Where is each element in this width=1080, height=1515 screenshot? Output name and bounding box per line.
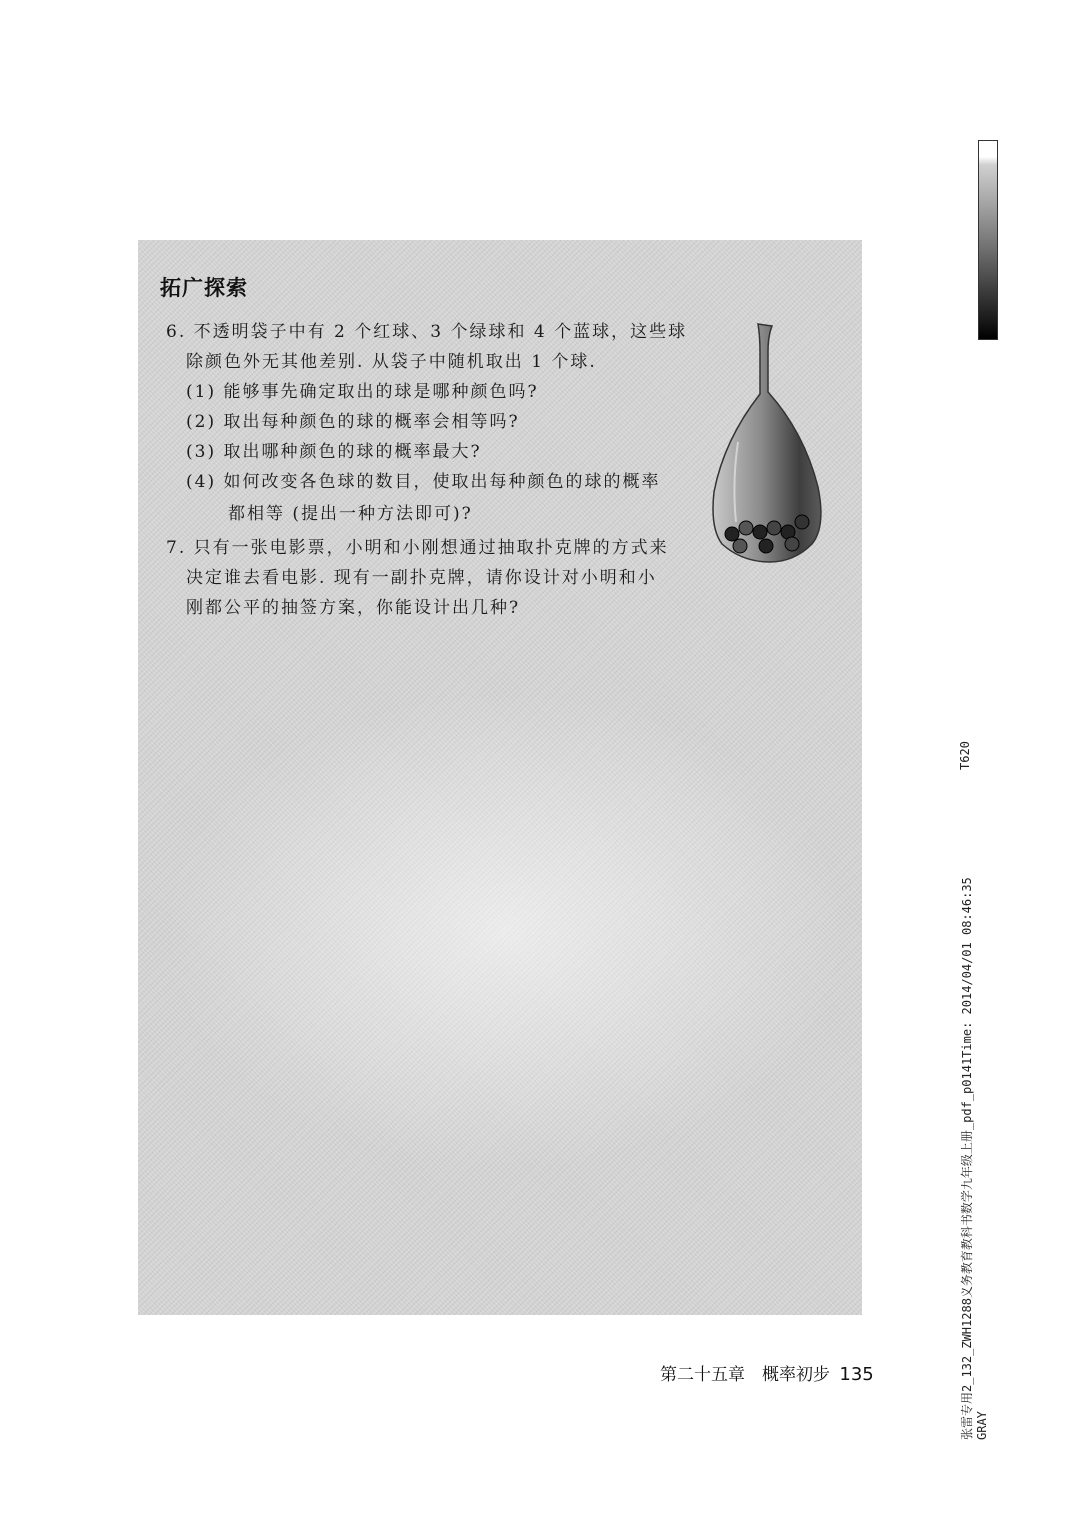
problem-6-question-2: (2) 取出每种颜色的球的概率会相等吗? [186, 412, 520, 432]
scan-code: T620 [958, 741, 972, 770]
problem-6-question-1: (1) 能够事先确定取出的球是哪种颜色吗? [186, 382, 539, 402]
problem-6-question-3: (3) 取出哪种颜色的球的概率最大? [186, 442, 482, 462]
scan-metadata-main: 张雷专用2_132_ZWH1288义务教育教科书数学九年级上册_pdf_p0141Time: 2014/04/01 08:46:35 [960, 877, 974, 1440]
opaque-bag-illustration [708, 322, 832, 570]
problem-7-line-1: 7. 只有一张电影票，小明和小刚想通过抽取扑克牌的方式来 [166, 538, 669, 558]
problem-7-line-2: 决定谁去看电影. 现有一副扑克牌，请你设计对小明和小 [186, 568, 657, 588]
page-footer [660, 1360, 874, 1385]
problem-6-question-4-line-1: (4) 如何改变各色球的数目，使取出每种颜色的球的概率 [186, 472, 661, 492]
problem-6-line-1: 6. 不透明袋子中有 2 个红球、3 个绿球和 4 个蓝球，这些球 [166, 322, 688, 342]
scan-light-area [160, 690, 850, 1170]
section-title: 拓广探索 [160, 276, 248, 300]
scan-metadata-mode: GRAY [975, 1411, 989, 1440]
scan-metadata [958, 877, 989, 1440]
chapter-title: 第二十五章 概率初步 [660, 1365, 830, 1385]
problem-7-line-3: 刚都公平的抽签方案，你能设计出几种? [186, 598, 521, 618]
problem-6-question-4-line-2: 都相等 (提出一种方法即可)? [228, 504, 473, 524]
page-number: 135 [839, 1364, 874, 1385]
problem-6-line-2: 除颜色外无其他差别. 从袋子中随机取出 1 个球. [186, 352, 597, 372]
gray-calibration-strip [978, 140, 998, 340]
